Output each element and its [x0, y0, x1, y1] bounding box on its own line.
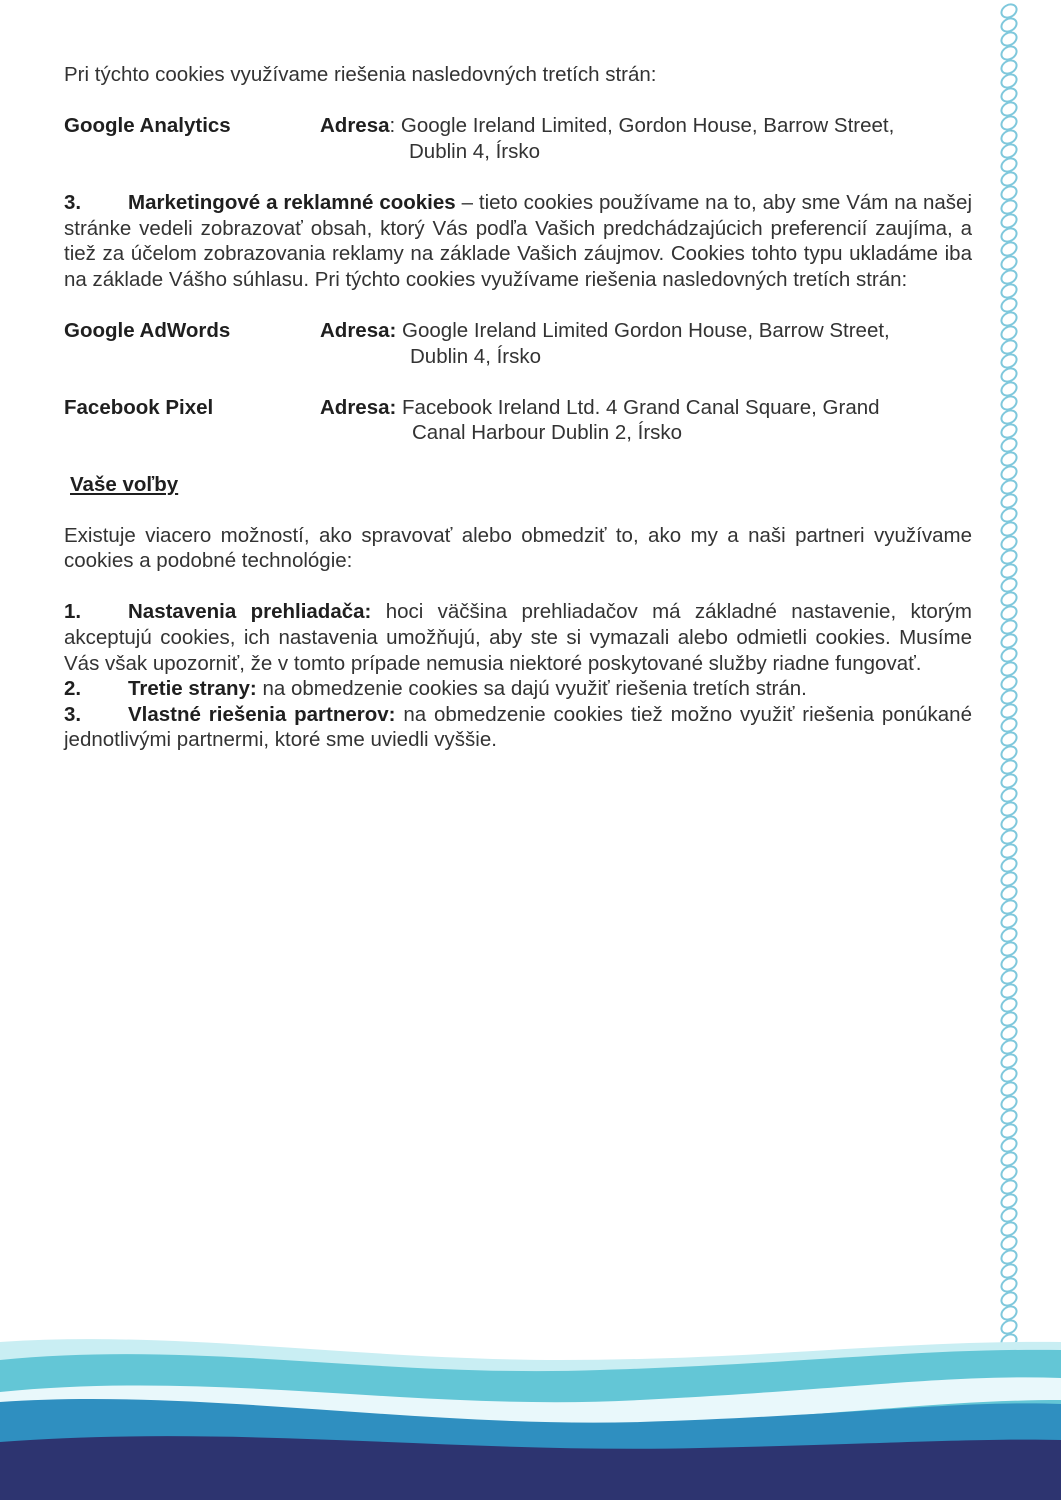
rope-link	[999, 128, 1019, 146]
rope-link	[999, 646, 1019, 664]
choices-intro: Existuje viacero možností, ako spravovať alebo obmedziť to, ako my a naši partneri využívame cookies a podobné technológie:	[64, 523, 995, 573]
rope-link	[999, 1276, 1019, 1294]
provider-address	[320, 318, 972, 369]
rope-link	[999, 884, 1019, 902]
rope-link	[999, 1024, 1019, 1042]
rope-link	[999, 366, 1019, 384]
rope-link	[999, 1262, 1019, 1280]
rope-link	[999, 898, 1019, 916]
rope-link	[999, 926, 1019, 944]
address-line-2: Dublin 4, Írsko	[410, 344, 542, 368]
item-text: na obmedzenie cookies sa dajú využiť riešenia tretích strán.	[256, 677, 807, 701]
rope-link	[999, 1248, 1019, 1266]
rope-link	[999, 520, 1019, 538]
rope-link	[999, 2, 1019, 20]
rope-link	[999, 800, 1019, 818]
rope-link	[999, 310, 1019, 328]
item-title: Vlastné riešenia partnerov:	[128, 702, 396, 726]
item-text: na obmedzenie cookies tiež možno využiť riešenia ponúkané jednotlivými partnermi, ktoré sme uviedli vyššie.	[64, 702, 972, 752]
address-line-1: Google Ireland Limited Gordon House, Barrow Street,	[396, 318, 890, 342]
rope-link	[999, 744, 1019, 762]
rope-link	[999, 982, 1019, 1000]
rope-link	[999, 1066, 1019, 1084]
contact-google-analytics	[64, 113, 972, 164]
rope-link	[999, 198, 1019, 216]
rope-link	[999, 576, 1019, 594]
rope-link	[999, 492, 1019, 510]
rope-link	[999, 1080, 1019, 1098]
list-item	[64, 702, 972, 753]
rope-link	[999, 814, 1019, 832]
rope-link	[999, 478, 1019, 496]
rope-link	[999, 268, 1019, 286]
rope-link	[999, 716, 1019, 734]
rope-link	[999, 86, 1019, 104]
rope-link	[999, 240, 1019, 258]
rope-link	[999, 226, 1019, 244]
address-line-2: Dublin 4, Írsko	[409, 139, 541, 163]
item-text: hoci väčšina prehliadačov má základné nastavenie, ktorým akceptujú cookies, ich nastavenia umožňujú, aby ste si vymazali alebo odmietli cookies. Musíme Vás však upozorniť, že v tomto prípade nemusia niektoré poskytované služby riadne fungovať.	[64, 600, 972, 675]
section-heading: Vaše voľby	[70, 472, 179, 496]
provider-name: Google Analytics	[64, 114, 231, 138]
item-title: Nastavenia prehliadača:	[128, 600, 372, 624]
list-item	[64, 676, 972, 702]
item-title: Tretie strany:	[128, 677, 257, 701]
rope-link	[999, 660, 1019, 678]
rope-link	[999, 156, 1019, 174]
rope-link	[999, 1234, 1019, 1252]
rope-link	[999, 1136, 1019, 1154]
rope-link	[999, 296, 1019, 314]
rope-link	[999, 912, 1019, 930]
rope-link	[999, 1290, 1019, 1308]
rope-link	[999, 184, 1019, 202]
rope-link	[999, 1192, 1019, 1210]
rope-link	[999, 702, 1019, 720]
rope-link	[999, 786, 1019, 804]
rope-link	[999, 506, 1019, 524]
rope-link	[999, 464, 1019, 482]
wave-footer-decoration	[0, 1330, 1061, 1500]
document-body	[64, 62, 995, 753]
address-label: Adresa:	[320, 318, 397, 342]
rope-link	[999, 1094, 1019, 1112]
rope-link	[999, 30, 1019, 48]
rope-link	[999, 1150, 1019, 1168]
rope-link	[999, 842, 1019, 860]
provider-name: Google AdWords	[64, 318, 231, 342]
rope-link	[999, 352, 1019, 370]
rope-link	[999, 394, 1019, 412]
rope-link	[999, 1052, 1019, 1070]
rope-link	[999, 940, 1019, 958]
rope-link	[999, 870, 1019, 888]
rope-link	[999, 1010, 1019, 1028]
rope-link	[999, 408, 1019, 426]
section-text: – tieto cookies používame na to, aby sme Vám na našej stránke vedeli zobrazovať obsah, ktorý Vás podľa Vašich predchádzajúcich preferencií zaujíma, a tiež za účelom zobrazovania reklamy na základe Vašich záujmov. Cookies tohto typu ukladáme iba na základe Vášho súhlasu. Pri týchto cookies využívame riešenia nasledovných tretích strán:	[64, 190, 972, 291]
rope-link	[999, 730, 1019, 748]
rope-link	[999, 254, 1019, 272]
rope-link	[999, 58, 1019, 76]
rope-link	[999, 422, 1019, 440]
rope-link	[999, 1038, 1019, 1056]
contact-google-adwords	[64, 318, 972, 369]
rope-link	[999, 968, 1019, 986]
rope-link	[999, 1206, 1019, 1224]
address-line-1: : Google Ireland Limited, Gordon House, Barrow Street,	[389, 114, 895, 138]
rope-link	[999, 548, 1019, 566]
rope-link	[999, 1122, 1019, 1140]
rope-link	[999, 44, 1019, 62]
address-label: Adresa	[320, 114, 390, 138]
item-number: 3.	[64, 702, 82, 726]
rope-link	[999, 380, 1019, 398]
list-item	[64, 599, 972, 676]
third-party-intro: Pri týchto cookies využívame riešenia nasledovných tretích strán:	[64, 63, 657, 86]
rope-link	[999, 674, 1019, 692]
provider-name: Facebook Pixel	[64, 395, 214, 419]
rope-border-decoration	[995, 0, 1023, 1345]
address-line-1: Facebook Ireland Ltd. 4 Grand Canal Square, Grand	[396, 395, 880, 419]
item-number: 2.	[64, 677, 82, 701]
section-title: Marketingové a reklamné cookies	[128, 190, 456, 214]
rope-link	[999, 632, 1019, 650]
rope-link	[999, 114, 1019, 132]
rope-link	[999, 590, 1019, 608]
rope-link	[999, 604, 1019, 622]
rope-link	[999, 856, 1019, 874]
rope-link	[999, 996, 1019, 1014]
item-number: 1.	[64, 600, 82, 624]
rope-link	[999, 828, 1019, 846]
rope-link	[999, 772, 1019, 790]
rope-link	[999, 170, 1019, 188]
rope-link	[999, 16, 1019, 34]
contact-facebook-pixel	[64, 395, 972, 446]
rope-link	[999, 688, 1019, 706]
marketing-cookies-paragraph	[64, 190, 972, 292]
provider-address	[320, 395, 972, 446]
rope-link	[999, 1304, 1019, 1322]
rope-link	[999, 1220, 1019, 1238]
rope-link	[999, 212, 1019, 230]
rope-link	[999, 100, 1019, 118]
rope-link	[999, 1108, 1019, 1126]
rope-link	[999, 1164, 1019, 1182]
address-label: Adresa:	[320, 395, 397, 419]
section-number: 3.	[64, 190, 82, 214]
rope-link	[999, 618, 1019, 636]
rope-link	[999, 954, 1019, 972]
rope-link	[999, 72, 1019, 90]
provider-address	[320, 113, 972, 164]
rope-link	[999, 338, 1019, 356]
rope-link	[999, 436, 1019, 454]
rope-link	[999, 324, 1019, 342]
rope-link	[999, 282, 1019, 300]
rope-link	[999, 450, 1019, 468]
rope-link	[999, 758, 1019, 776]
rope-link	[999, 1178, 1019, 1196]
rope-link	[999, 142, 1019, 160]
address-line-2: Canal Harbour Dublin 2, Írsko	[412, 421, 683, 445]
rope-link	[999, 534, 1019, 552]
rope-link	[999, 562, 1019, 580]
